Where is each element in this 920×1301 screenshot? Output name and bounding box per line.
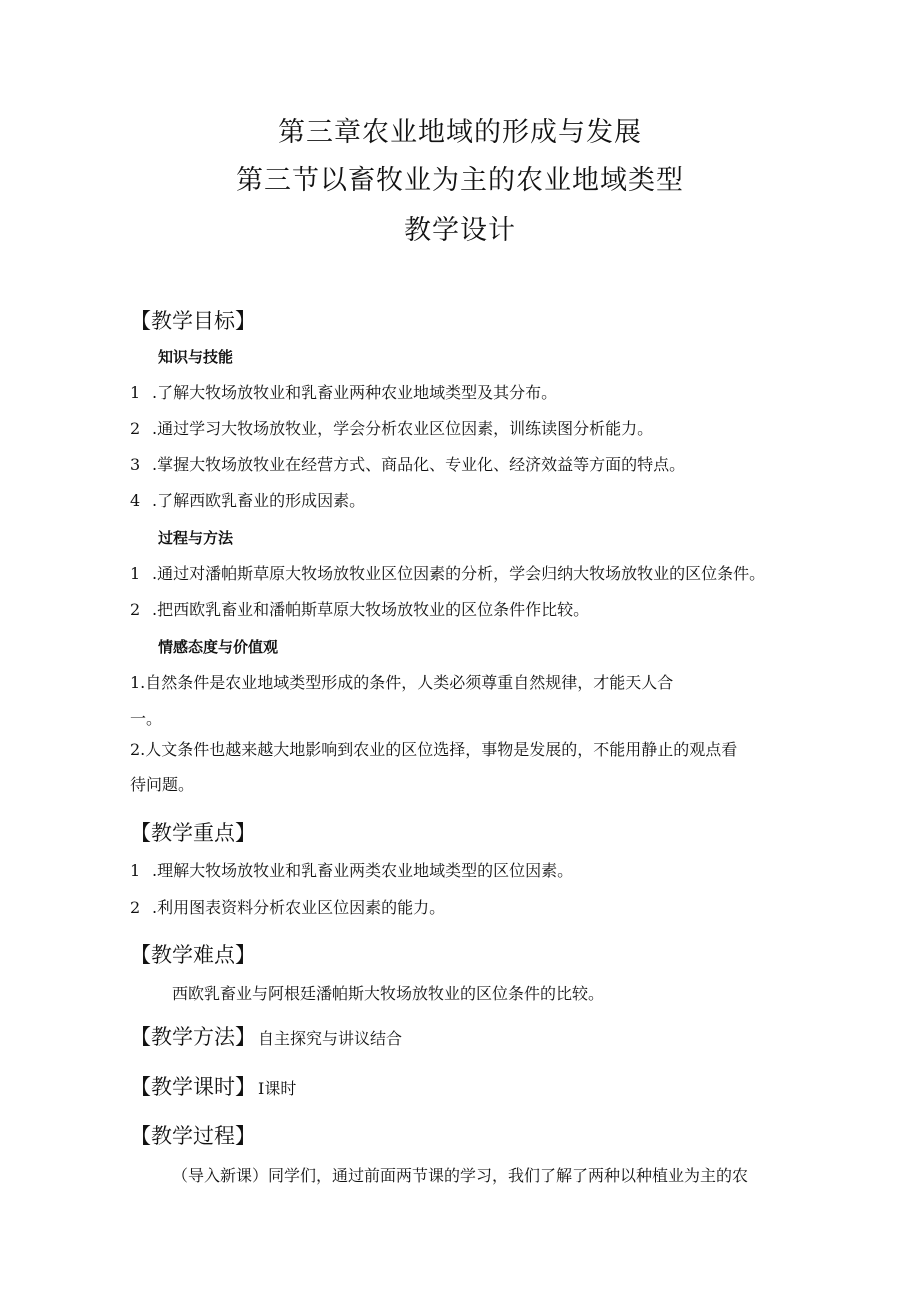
paragraph-line: 1.自然条件是农业地域类型形成的条件，人类必须尊重自然规律，才能天人合 [130,673,674,692]
item-text: .通过学习大牧场放牧业，学会分析农业区位因素，训练读图分析能力。 [152,419,654,438]
chapter-title: 第三章农业地域的形成与发展 [278,117,642,148]
process-section-heading: 【教学过程】 [130,1124,256,1148]
list-item [130,562,765,586]
method-text: 自主探究与讲议结合 [258,1029,403,1048]
item-number: 2 [130,600,141,619]
list-item [130,896,445,920]
item-text: .通过对潘帕斯草原大牧场放牧业区位因素的分析，学会归纳大牧场放牧业的区位条件。 [152,564,766,583]
list-item [130,417,653,441]
method-heading [130,1022,402,1054]
item-text: .利用图表资料分析农业区位因素的能力。 [152,898,446,917]
item-number: 3 [130,455,141,474]
hours-label: 【教学课时】 [130,1075,256,1099]
objectives-heading: 【教学目标】 [130,309,256,333]
difficulties-text: 西欧乳畜业与阿根廷潘帕斯大牧场放牧业的区位条件的比较。 [172,984,605,1003]
process-intro-text: （导入新课）同学们，通过前面两节课的学习，我们了解了两种以种植业为主的农 [172,1166,749,1185]
item-text: .了解西欧乳畜业的形成因素。 [152,491,366,510]
key-points-heading: 【教学重点】 [130,821,256,845]
difficulties-heading: 【教学难点】 [130,943,256,967]
section-title: 第三节以畜牧业为主的农业地域类型 [236,165,684,196]
item-number: 2 [130,419,141,438]
item-number: 1 [130,861,141,880]
paragraph-line: 待问题。 [130,775,195,794]
item-number: 1 [130,564,141,583]
item-number: 1 [130,383,141,402]
item-text: .把西欧乳畜业和潘帕斯草原大牧场放牧业的区位条件作比较。 [152,600,590,619]
item-text: .理解大牧场放牧业和乳畜业两类农业地域类型的区位因素。 [152,861,574,880]
item-number: 4 [130,491,141,510]
list-item [130,598,589,622]
list-item [130,381,557,405]
process-heading: 过程与方法 [158,529,234,547]
list-item [130,859,573,883]
hours-text: I课时 [258,1079,297,1098]
item-text: .掌握大牧场放牧业在经营方式、商品化、专业化、经济效益等方面的特点。 [152,455,686,474]
list-item [130,453,685,477]
paragraph-line: 2.人文条件也越来越大地影响到农业的区位选择，事物是发展的，不能用静止的观点看 [130,740,738,759]
paragraph-line: 一。 [130,709,163,728]
item-text: .了解大牧场放牧业和乳畜业两种农业地域类型及其分布。 [152,383,558,402]
knowledge-heading: 知识与技能 [158,348,234,366]
list-item [130,489,365,513]
method-label: 【教学方法】 [130,1025,256,1049]
document-title: 教学设计 [404,215,516,246]
item-number: 2 [130,898,141,917]
hours-heading [130,1072,296,1104]
emotion-heading: 情感态度与价值观 [158,638,279,656]
